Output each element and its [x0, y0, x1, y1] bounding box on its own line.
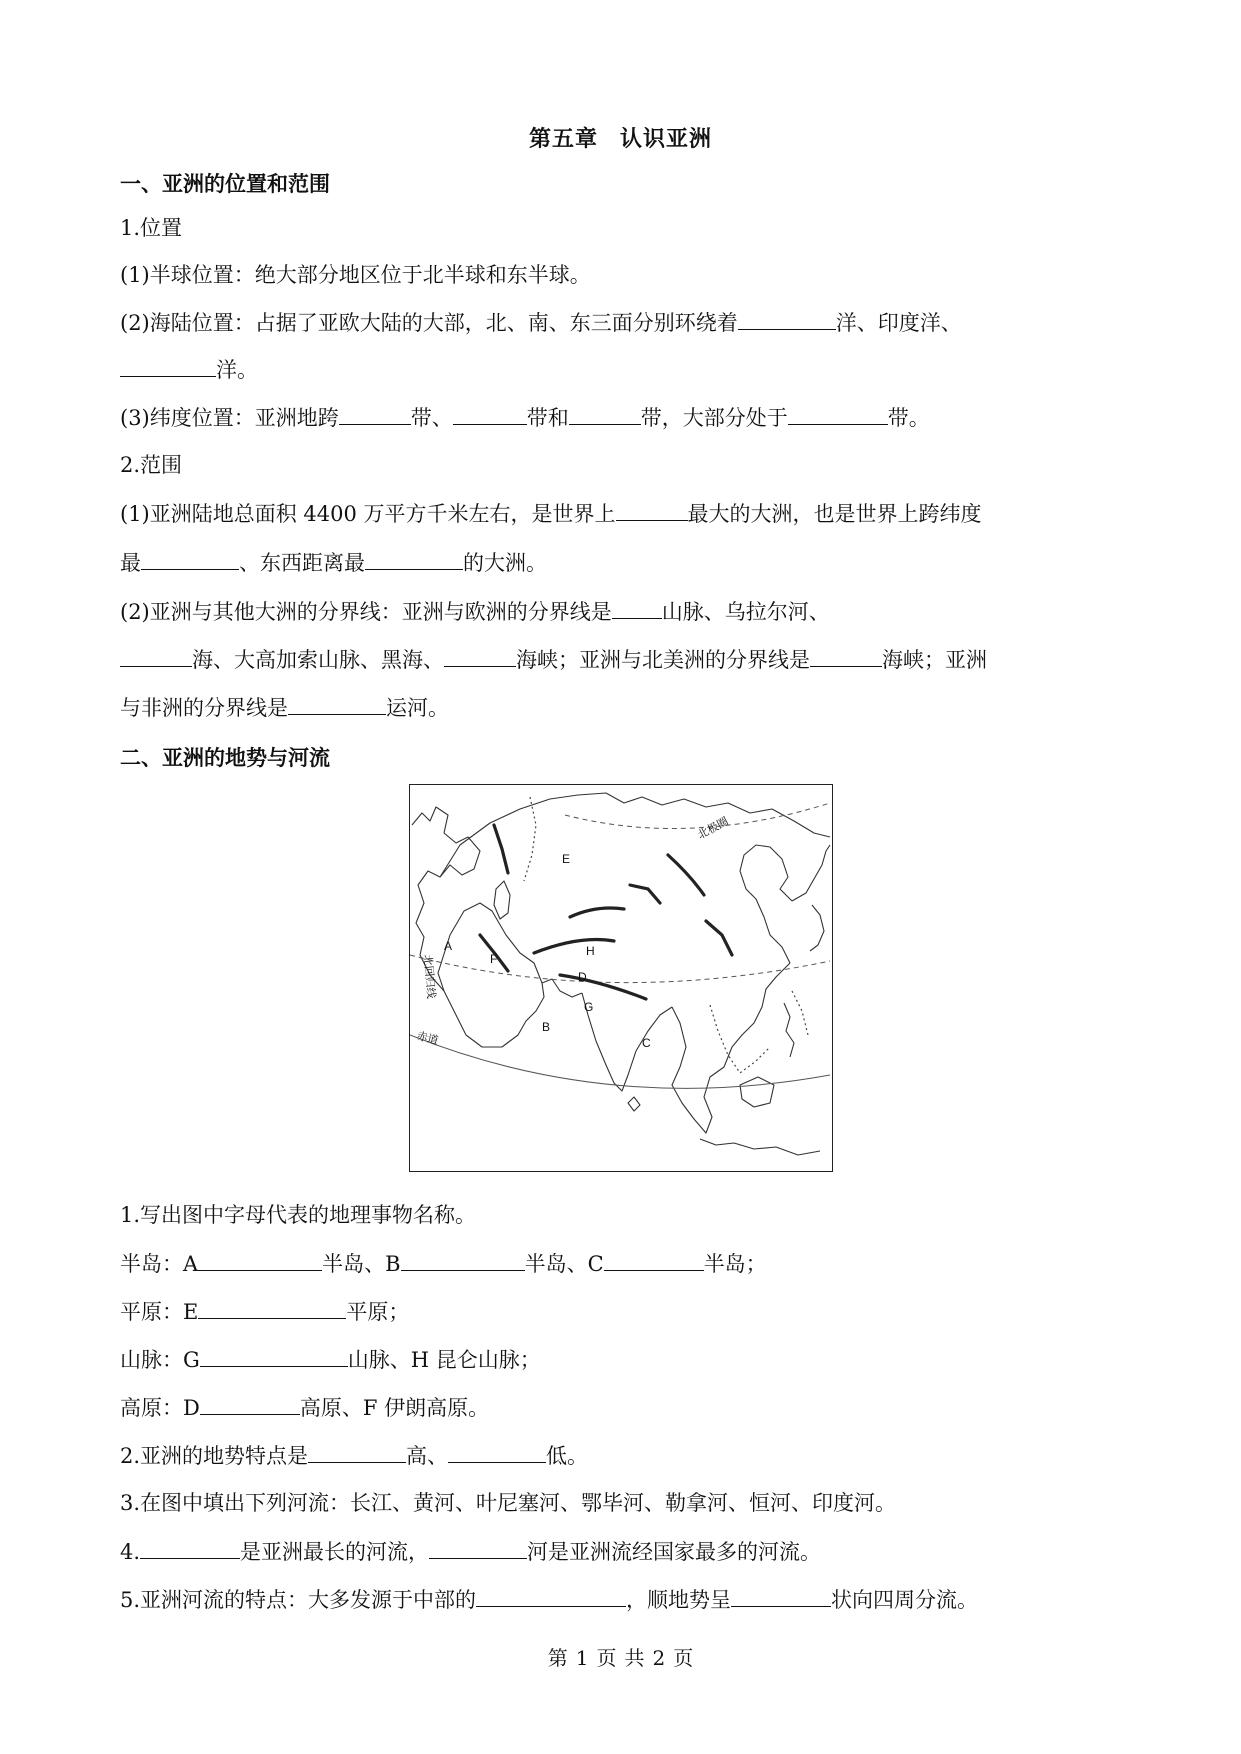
latitude-line: [120, 402, 930, 433]
arctic-circle-label: 北极圈: [695, 815, 731, 842]
area-text: 最大的大洲，也是世界上跨纬度: [687, 502, 982, 526]
plateau-text: 高原、F 伊朗高原。: [299, 1396, 490, 1420]
answer-blank[interactable]: [120, 354, 216, 377]
sea-land-text: (2)海陆位置：占据了亚欧大陆的大部，北、南、东三面分别环绕着: [120, 311, 738, 335]
area-text: 最: [120, 551, 141, 575]
range-tianshan: [570, 908, 624, 917]
question-4-text: 是亚洲最长的河流，: [240, 1540, 430, 1564]
asia-map: [409, 784, 833, 1172]
peninsula-text: 半岛；: [703, 1252, 767, 1276]
page-total: 2: [652, 1646, 666, 1670]
coastline-arabia: [466, 979, 582, 1047]
mountain-text: 山脉、H 昆仑山脉；: [347, 1348, 541, 1372]
boundary-text: 海峡；亚洲: [882, 648, 987, 672]
area-text: (1)亚洲陆地总面积 4400 万平方千米左右，是世界上: [120, 502, 616, 526]
peninsula-text: 半岛、C: [524, 1252, 604, 1276]
area-line-2: [120, 547, 547, 578]
range-east: [706, 921, 732, 955]
range-kunlun: [534, 940, 614, 954]
answer-blank[interactable]: [569, 402, 641, 425]
footer-word: 共: [624, 1646, 645, 1670]
peninsula-text: 半岛：A: [120, 1252, 199, 1276]
latitude-text: 带。: [887, 406, 930, 430]
range-verkhoyansk: [668, 855, 704, 895]
boundary-text: 山脉、乌拉尔河、: [661, 600, 830, 624]
answer-blank[interactable]: [444, 644, 516, 667]
answer-blank[interactable]: [339, 402, 411, 425]
answer-blank[interactable]: [401, 1248, 525, 1271]
boundary-line-3: [120, 692, 449, 723]
coastline-india: [582, 993, 672, 1091]
area-text: 的大洲。: [463, 551, 547, 575]
range-ural: [494, 825, 508, 873]
area-line: [120, 498, 982, 529]
map-letter-c: C: [642, 1036, 651, 1050]
answer-blank[interactable]: [120, 644, 192, 667]
answer-blank[interactable]: [429, 1536, 527, 1559]
plain-line: [120, 1296, 409, 1327]
range-himalaya: [560, 975, 646, 999]
answer-blank[interactable]: [308, 1440, 406, 1463]
map-letter-b: B: [542, 1020, 551, 1034]
islands-indonesia: [700, 1139, 820, 1155]
question-3: 3.在图中填出下列河流：长江、黄河、叶尼塞河、鄂毕河、勒拿河、恒河、印度河。: [120, 1491, 897, 1515]
boundary-text: 海、大高加索山脉、黑海、: [192, 648, 444, 672]
answer-blank[interactable]: [365, 547, 463, 570]
answer-blank[interactable]: [288, 692, 386, 715]
question-2: [120, 1440, 588, 1471]
boundary-ural: [524, 797, 536, 881]
tropic-label: 北回归线: [421, 954, 437, 1000]
boundary-line: [120, 596, 830, 627]
island-sri-lanka: [628, 1097, 640, 1111]
islands-philippines: [784, 1003, 794, 1057]
latitude-text: (3)纬度位置：亚洲地跨: [120, 406, 339, 430]
boundary-pacific: [792, 991, 808, 1035]
question-5: [120, 1584, 978, 1615]
answer-blank[interactable]: [612, 596, 662, 619]
question-5-text: 状向四周分流。: [831, 1588, 979, 1612]
plateau-text: 高原：D: [120, 1396, 200, 1420]
boundary-text: 海峡；亚洲与北美洲的分界线是: [516, 648, 810, 672]
boundary-text: (2)亚洲与其他大洲的分界线：亚洲与欧洲的分界线是: [120, 600, 612, 624]
latitude-text: 带和: [526, 406, 569, 430]
sea-land-text: 洋。: [216, 358, 258, 382]
sea-land-line: [120, 307, 962, 338]
question-4-text: 4.: [120, 1540, 141, 1564]
answer-blank[interactable]: [140, 1536, 240, 1559]
sea-land-line-2: [120, 354, 258, 385]
answer-blank[interactable]: [200, 1344, 348, 1367]
subheading-range: 2.范围: [120, 453, 183, 477]
boundary-island-chain: [710, 1005, 770, 1073]
footer-word: 页: [596, 1646, 617, 1670]
plain-text: 平原；: [346, 1300, 410, 1324]
arctic-circle-line: [565, 803, 830, 828]
question-4-text: 河是亚洲流经国家最多的河流。: [527, 1540, 822, 1564]
hemisphere-line: (1)半球位置：绝大部分地区位于北半球和东半球。: [120, 263, 591, 287]
question-1: 1.写出图中字母代表的地理事物名称。: [120, 1203, 477, 1227]
question-2-text: 高、: [406, 1444, 449, 1468]
question-4: [120, 1536, 821, 1567]
answer-blank[interactable]: [448, 1440, 546, 1463]
boundary-line-2: [120, 644, 987, 675]
page-footer: [0, 1642, 1241, 1671]
chapter-name: 认识亚洲: [620, 126, 713, 152]
answer-blank[interactable]: [200, 1392, 300, 1415]
answer-blank[interactable]: [198, 1248, 322, 1271]
plateau-line: [120, 1392, 489, 1423]
answer-blank[interactable]: [453, 402, 527, 425]
sea-land-text: 洋、印度洋、: [835, 311, 962, 335]
map-letter-d: D: [578, 970, 587, 984]
footer-word: 第: [547, 1646, 568, 1670]
island-borneo: [740, 1077, 774, 1107]
latitude-text: 带，大部分处于: [640, 406, 788, 430]
equator-line: [410, 1035, 830, 1088]
answer-blank[interactable]: [198, 1296, 346, 1319]
chapter-number: 第五章: [528, 126, 598, 152]
peninsula-line: [120, 1248, 767, 1279]
tropic-line: [410, 955, 830, 983]
answer-blank[interactable]: [788, 402, 888, 425]
caspian-sea: [494, 881, 510, 919]
question-5-text: ，顺地势呈: [626, 1588, 732, 1612]
question-2-text: 低。: [546, 1444, 589, 1468]
map-letter-a: A: [444, 939, 453, 953]
answer-blank[interactable]: [616, 498, 688, 521]
answer-blank[interactable]: [731, 1584, 831, 1607]
map-letter-e: E: [562, 852, 571, 866]
answer-blank[interactable]: [476, 1584, 626, 1607]
latitude-text: 带、: [410, 406, 453, 430]
range-sayan: [630, 885, 660, 903]
map-letter-g: G: [584, 1000, 594, 1014]
question-2-text: 2.亚洲的地势特点是: [120, 1444, 309, 1468]
coastline-far-east: [792, 845, 830, 901]
peninsula-text: 半岛、B: [322, 1252, 401, 1276]
section-heading-1: 一、亚洲的位置和范围: [120, 171, 330, 196]
map-letter-f: F: [490, 952, 498, 966]
boundary-text: 运河。: [386, 696, 449, 720]
answer-blank[interactable]: [604, 1248, 704, 1271]
section-heading-2: 二、亚洲的地势与河流: [120, 745, 330, 770]
question-5-text: 5.亚洲河流的特点：大多发源于中部的: [120, 1588, 477, 1612]
coastline-se-asia: [672, 963, 790, 1133]
mountain-text: 山脉：G: [120, 1348, 200, 1372]
page-number: 1: [575, 1646, 589, 1670]
area-text: 、东西距离最: [239, 551, 365, 575]
answer-blank[interactable]: [738, 307, 836, 330]
boundary-text: 与非洲的分界线是: [120, 696, 288, 720]
mountain-line: [120, 1344, 541, 1375]
subheading-position: 1.位置: [120, 216, 183, 240]
equator-label: 赤道: [415, 1030, 440, 1048]
footer-word: 页: [673, 1646, 694, 1670]
map-letter-h: H: [586, 944, 595, 958]
plain-text: 平原：E: [120, 1300, 199, 1324]
answer-blank[interactable]: [141, 547, 239, 570]
coastline-china: [740, 845, 792, 963]
coastline-west: [412, 807, 480, 1035]
coastline-japan: [810, 905, 824, 951]
page-title: [0, 122, 1241, 153]
answer-blank[interactable]: [810, 644, 882, 667]
